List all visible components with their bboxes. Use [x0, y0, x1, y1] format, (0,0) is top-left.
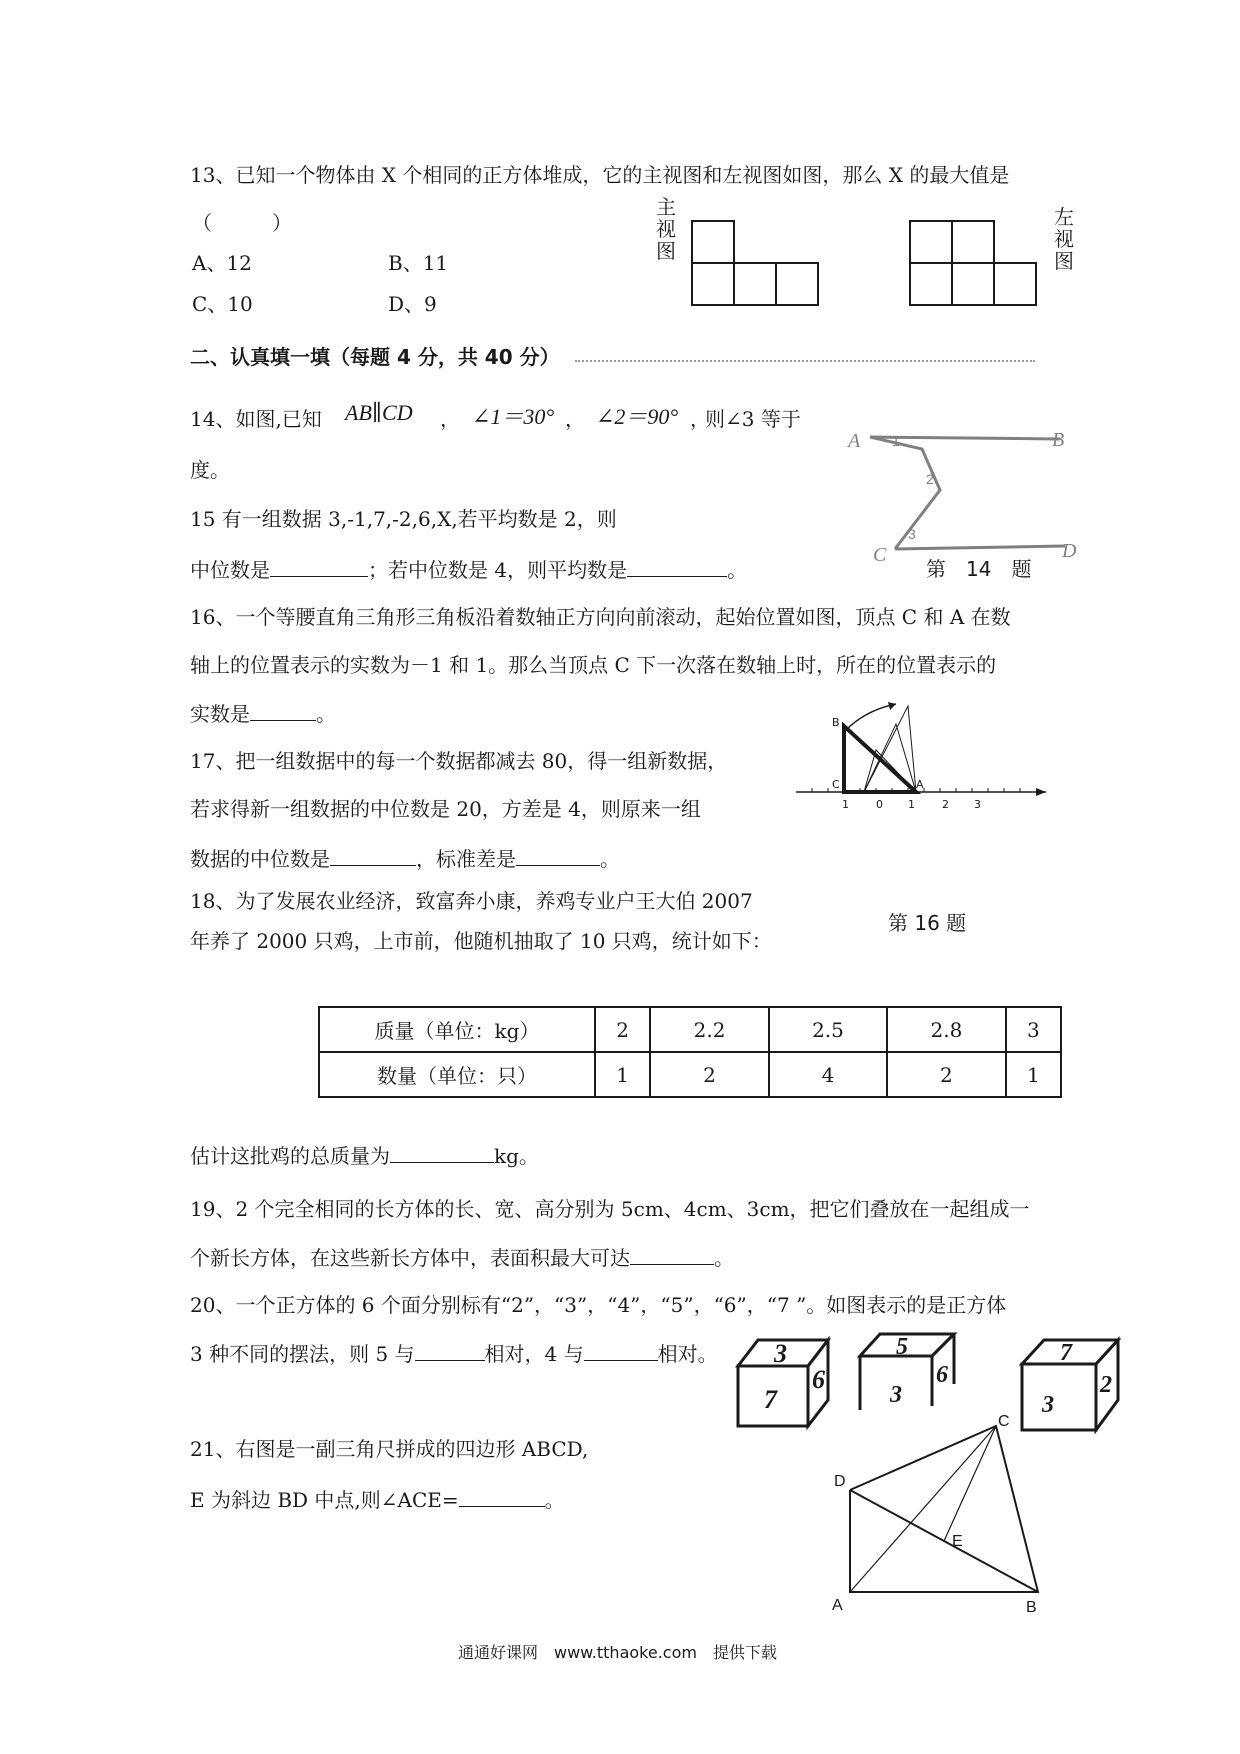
cube3-top: 7	[1060, 1340, 1072, 1366]
q18-answer-unit: kg。	[494, 1144, 539, 1168]
q18-cell: 2	[887, 1052, 1005, 1097]
q16-label-a: A	[916, 778, 924, 791]
q16-tick-0: 0	[876, 798, 883, 811]
q16-tick-2: 2	[942, 798, 949, 811]
cube2-side: 6	[936, 1362, 948, 1388]
q15-end: 。	[727, 558, 748, 582]
q20-blank-4[interactable]	[584, 1340, 658, 1361]
q19-blank[interactable]	[630, 1244, 714, 1265]
q18-cell: 2	[595, 1007, 650, 1052]
q14-label-a: A	[848, 430, 861, 452]
cube3-side: 2	[1100, 1372, 1112, 1398]
q18-blank[interactable]	[390, 1142, 494, 1163]
q18-row1-head: 质量（单位：kg）	[319, 1007, 595, 1052]
q18-answer-label: 估计这批鸡的总质量为	[190, 1144, 390, 1168]
left-view-figure	[908, 219, 1040, 307]
q20-line1: 20、一个正方体的 6 个面分别标有“2”，“3”，“4”，“5”，“6”，“7 ”。如图表示的是正方体	[190, 1293, 1007, 1317]
q21-blank[interactable]	[459, 1486, 545, 1507]
q16-label-c: C	[832, 778, 840, 791]
q16-label-b: B	[832, 716, 840, 729]
cube2-front: 3	[890, 1382, 902, 1408]
q16-tick-3: 3	[974, 798, 981, 811]
q14-comma2: ，	[565, 407, 585, 431]
q18-cell: 1	[595, 1052, 650, 1097]
q13-option-d: D、9	[388, 292, 437, 316]
q18-cell: 2.5	[769, 1007, 887, 1052]
q21-end: 。	[544, 1488, 565, 1512]
q18-cell: 3	[1006, 1007, 1061, 1052]
q18-table	[318, 1006, 1062, 1098]
q13-text: 13、已知一个物体由 X 个相同的正方体堆成，它的主视图和左视图如图，那么 X 的最大值是	[190, 163, 1010, 187]
q14-parallel: AB∥CD	[345, 400, 413, 425]
q13-option-b: B、11	[388, 251, 449, 275]
q18-cell: 2.8	[887, 1007, 1005, 1052]
q18-line1: 18、为了发展农业经济，致富奔小康，养鸡专业户王大伯 2007	[190, 889, 753, 913]
left-view-label: 左视图	[1054, 205, 1074, 273]
table-row	[319, 1007, 1061, 1052]
page-footer: 通通好课网 www.tthaoke.com 提供下载	[458, 1643, 777, 1662]
q14-angle1: ∠1＝30°	[472, 404, 555, 429]
cube-1	[736, 1336, 836, 1428]
q18-cell: 4	[769, 1052, 887, 1097]
q14-figure	[840, 425, 1080, 565]
q14-angle-3: 3	[908, 526, 916, 542]
q14-label-b: B	[1052, 429, 1065, 451]
q17-label-sd: ，标准差是	[416, 847, 516, 871]
q17-label-median: 数据的中位数是	[190, 847, 330, 871]
q17-line1: 17、把一组数据中的每一个数据都减去 80，得一组新数据，	[190, 749, 728, 773]
q15-blank-mean[interactable]	[627, 556, 727, 577]
q21-label-b: B	[1026, 1599, 1037, 1616]
q16-caption: 第 16 题	[888, 911, 967, 935]
q14-comma1: ，	[440, 407, 460, 431]
q15-label-median: 中位数是	[190, 558, 270, 582]
q16-figure	[796, 692, 1056, 812]
q21-label-c: C	[998, 1413, 1010, 1430]
cube-2	[858, 1332, 962, 1412]
q18-cell: 2.2	[650, 1007, 768, 1052]
cube2-top: 5	[896, 1334, 908, 1360]
q16-line1: 16、一个等腰直角三角形三角板沿着数轴正方向向前滚动，起始位置如图，顶点 C 和 A 在数	[190, 605, 1011, 629]
q16-blank[interactable]	[250, 700, 316, 721]
q13-option-c: C、10	[192, 292, 253, 316]
front-view-label: 主视图	[656, 195, 676, 263]
q18-row2-head: 数量（单位：只）	[319, 1052, 595, 1097]
q13-paren: （ ）	[192, 211, 292, 235]
q17-blank-median[interactable]	[330, 845, 416, 866]
q14-caption: 第 14 题	[926, 557, 1032, 581]
q21-label-a: A	[832, 1597, 843, 1614]
front-view-figure	[690, 219, 822, 307]
q14-unit: 度。	[190, 458, 230, 482]
q16-end: 。	[316, 702, 336, 726]
q21-label-d: D	[834, 1473, 846, 1490]
q18-line2: 年养了 2000 只鸡，上市前，他随机抽取了 10 只鸡，统计如下：	[190, 929, 772, 953]
cube3-front: 3	[1042, 1392, 1054, 1418]
q20-blank-5[interactable]	[415, 1340, 485, 1361]
q14-suffix-comma: ，	[690, 407, 710, 431]
q14-label-c: C	[873, 544, 887, 566]
q21-label: E 为斜边 BD 中点,则∠ACE=	[190, 1488, 459, 1512]
q14-label-d: D	[1062, 540, 1077, 562]
q14-angle-2: 2	[926, 471, 934, 487]
table-row	[319, 1052, 1061, 1097]
q21-line1: 21、右图是一副三角尺拼成的四边形 ABCD,	[190, 1437, 589, 1461]
cube1-side: 6	[812, 1365, 825, 1394]
cube1-front: 7	[764, 1385, 777, 1414]
q14-prefix: 14、如图,已知	[190, 407, 322, 431]
q14-angle-1: 1	[892, 433, 900, 449]
q17-blank-sd[interactable]	[516, 845, 600, 866]
section2-dotted-rule	[575, 360, 1035, 362]
section2-title: 二、认真填一填（每题 4 分，共 40 分）	[190, 345, 560, 369]
q19-end: 。	[714, 1246, 734, 1270]
q20-label-5: 3 种不同的摆法，则 5 与	[190, 1342, 415, 1366]
q19-line1: 19、2 个完全相同的长方体的长、宽、高分别为 5cm、4cm、3cm，把它们叠放在一起组成一	[190, 1197, 1030, 1221]
q19-label: 个新长方体，在这些新长方体中，表面积最大可达	[190, 1246, 630, 1270]
q16-tick-1: 1	[908, 798, 915, 811]
q15-label-mean: ；若中位数是 4，则平均数是	[368, 558, 628, 582]
q15-blank-median[interactable]	[270, 556, 368, 577]
q20-label-4: 相对，4 与	[484, 1342, 584, 1366]
q16-tick-neg1: 1	[842, 798, 849, 811]
q21-label-e: E	[952, 1533, 963, 1550]
q14-suffix: 则∠3 等于	[705, 407, 801, 431]
q18-cell: 1	[1006, 1052, 1061, 1097]
q13-option-a: A、12	[192, 251, 252, 275]
q21-figure	[828, 1413, 1058, 1616]
q14-angle2: ∠2＝90°	[596, 404, 679, 429]
q17-end: 。	[600, 847, 620, 871]
q17-line2: 若求得新一组数据的中位数是 20，方差是 4，则原来一组	[190, 797, 701, 821]
q16-label: 实数是	[190, 702, 250, 726]
q16-line2: 轴上的位置表示的实数为－1 和 1。那么当顶点 C 下一次落在数轴上时，所在的位置表示的	[190, 653, 997, 677]
q18-cell: 2	[650, 1052, 768, 1097]
q15-line1: 15 有一组数据 3,-1,7,-2,6,X,若平均数是 2，则	[190, 507, 617, 531]
q20-end: 相对。	[657, 1342, 718, 1366]
cube1-top: 3	[774, 1339, 787, 1368]
